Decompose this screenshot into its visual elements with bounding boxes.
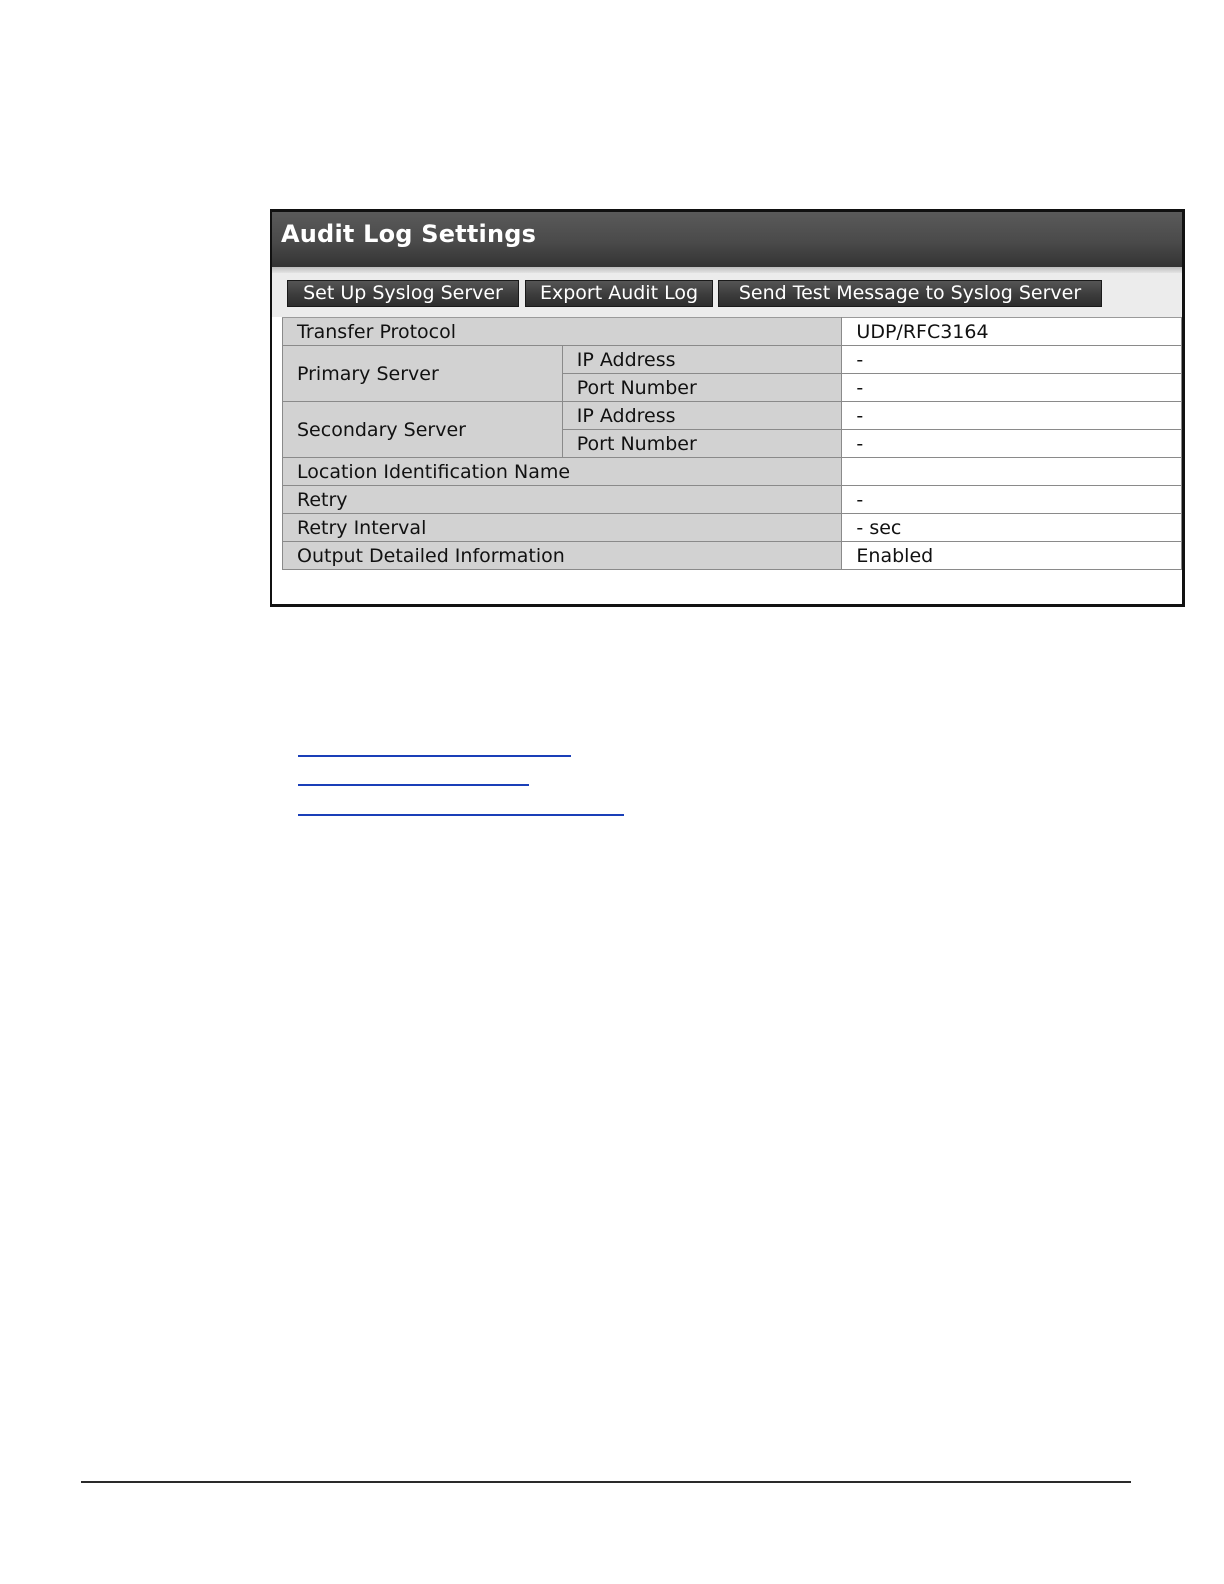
primary-port-number-value: -	[842, 374, 1182, 402]
toolbar	[272, 273, 1182, 317]
location-identification-name-label: Location Identification Name	[283, 458, 842, 486]
table-row-retry-interval	[283, 514, 1182, 542]
secondary-port-number-label: Port Number	[562, 430, 842, 458]
send-test-message-button[interactable]: Send Test Message to Syslog Server	[718, 280, 1102, 307]
retry-label: Retry	[283, 486, 842, 514]
table-row-transfer-protocol	[283, 318, 1182, 346]
primary-port-number-label: Port Number	[562, 374, 842, 402]
primary-server-label: Primary Server	[283, 346, 563, 402]
transfer-protocol-label: Transfer Protocol	[283, 318, 842, 346]
location-identification-name-value	[842, 458, 1182, 486]
related-link-1[interactable]	[298, 755, 571, 757]
retry-interval-value: - sec	[842, 514, 1182, 542]
table-row-output-detailed	[283, 542, 1182, 570]
primary-ip-address-label: IP Address	[562, 346, 842, 374]
audit-log-settings-window	[270, 209, 1185, 607]
secondary-ip-address-value: -	[842, 402, 1182, 430]
output-detailed-information-label: Output Detailed Information	[283, 542, 842, 570]
table-row-secondary-ip	[283, 402, 1182, 430]
window-title: Audit Log Settings	[281, 220, 537, 248]
related-link-3[interactable]	[298, 814, 624, 816]
table-row-retry	[283, 486, 1182, 514]
title-bar	[272, 212, 1182, 267]
secondary-server-label: Secondary Server	[283, 402, 563, 458]
related-link-2[interactable]	[298, 784, 529, 786]
transfer-protocol-value: UDP/RFC3164	[842, 318, 1182, 346]
footer-divider	[81, 1481, 1131, 1483]
secondary-ip-address-label: IP Address	[562, 402, 842, 430]
retry-value: -	[842, 486, 1182, 514]
export-audit-log-button[interactable]: Export Audit Log	[525, 280, 713, 307]
audit-log-settings-table	[282, 317, 1182, 570]
retry-interval-label: Retry Interval	[283, 514, 842, 542]
set-up-syslog-server-button[interactable]: Set Up Syslog Server	[287, 280, 519, 307]
output-detailed-information-value: Enabled	[842, 542, 1182, 570]
table-row-primary-ip	[283, 346, 1182, 374]
table-row-location-name	[283, 458, 1182, 486]
primary-ip-address-value: -	[842, 346, 1182, 374]
secondary-port-number-value: -	[842, 430, 1182, 458]
